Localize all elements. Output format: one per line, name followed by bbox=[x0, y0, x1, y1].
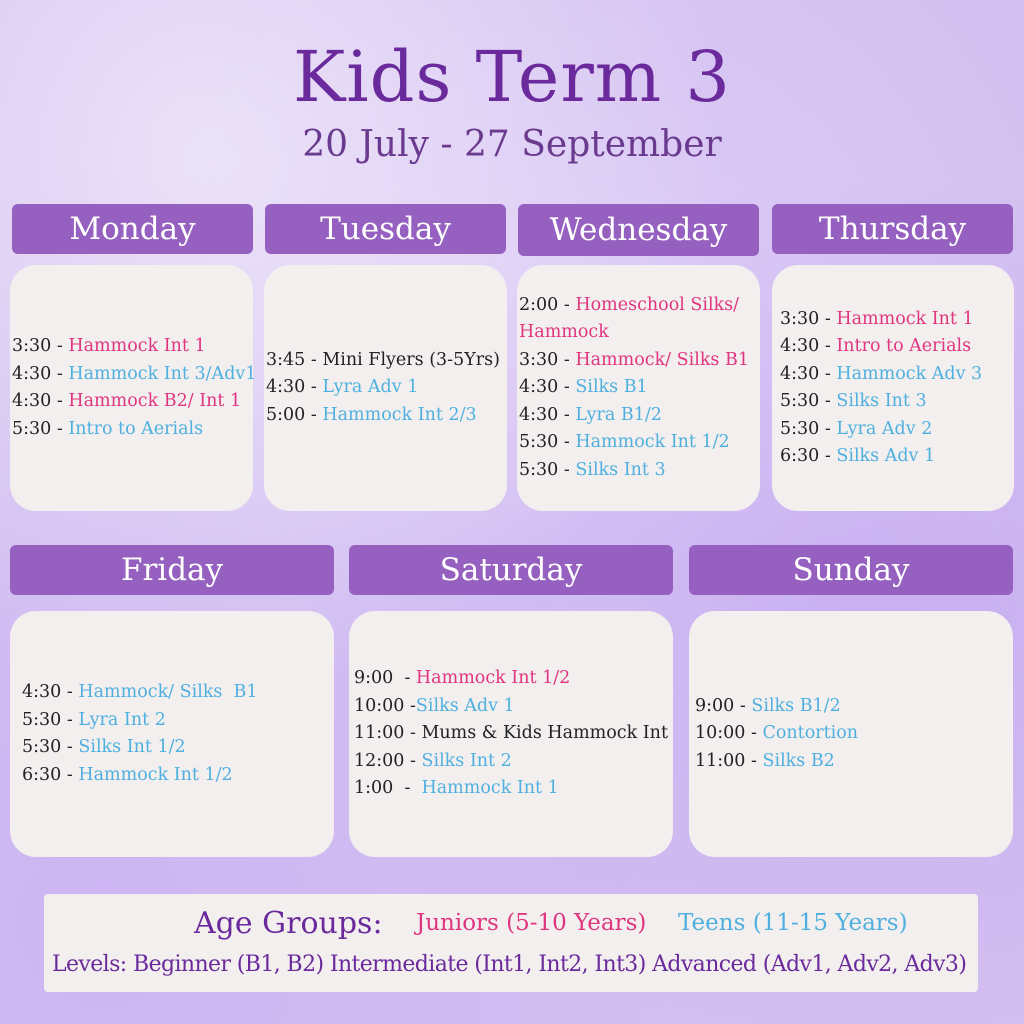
class-time: 1:00 bbox=[354, 778, 394, 799]
class-time: 11:00 bbox=[354, 723, 405, 744]
class-separator: - bbox=[404, 750, 422, 771]
term-dates: 20 July - 27 September bbox=[302, 124, 722, 165]
class-name: Hammock Int 1/2 bbox=[78, 764, 233, 785]
day-header-wednesday: Wednesday bbox=[518, 204, 759, 256]
class-row bbox=[695, 720, 1013, 748]
class-separator: - bbox=[819, 391, 837, 411]
class-separator: - bbox=[393, 778, 422, 799]
class-separator: - bbox=[61, 682, 79, 702]
class-row bbox=[12, 388, 253, 416]
day-card-wednesday bbox=[517, 265, 760, 511]
class-row bbox=[519, 457, 760, 485]
class-separator: - bbox=[305, 404, 323, 425]
day-header-sunday: Sunday bbox=[689, 545, 1013, 595]
class-row bbox=[695, 693, 1013, 721]
class-time: 11:00 bbox=[695, 750, 746, 771]
class-time: 5:30 bbox=[22, 737, 62, 757]
class-time: 10:00 bbox=[695, 723, 746, 744]
day-card-friday bbox=[10, 611, 334, 857]
class-time: 5:30 bbox=[780, 391, 820, 411]
day-header-thursday: Thursday bbox=[772, 204, 1013, 254]
page-title: Kids Term 3 bbox=[293, 36, 731, 118]
class-separator: - bbox=[558, 404, 576, 425]
class-row bbox=[519, 402, 760, 430]
class-separator: - bbox=[51, 336, 69, 356]
class-name: Lyra B1/2 bbox=[575, 404, 662, 425]
class-name: Silks Int 1/2 bbox=[78, 737, 186, 757]
class-row bbox=[519, 319, 760, 347]
class-separator: - bbox=[305, 349, 323, 370]
legend-box bbox=[44, 894, 978, 992]
class-separator: - bbox=[404, 695, 416, 716]
class-separator: - bbox=[51, 418, 69, 439]
class-time: 6:30 bbox=[780, 446, 820, 466]
class-name: Hammock Int 2/3 bbox=[322, 404, 477, 425]
class-name: Lyra Adv 1 bbox=[322, 377, 419, 398]
class-separator: - bbox=[393, 668, 416, 689]
class-time: 5:00 bbox=[266, 404, 306, 425]
day-card-monday bbox=[10, 265, 257, 511]
class-time: 6:30 bbox=[22, 764, 62, 785]
class-time: 4:30 bbox=[519, 404, 559, 425]
class-time: 5:30 bbox=[12, 418, 52, 439]
class-separator: - bbox=[558, 459, 576, 480]
class-time: 4:30 bbox=[519, 377, 559, 398]
class-name: Hammock B2/ Int 1 bbox=[68, 391, 242, 411]
class-name: Hammock/ Silks B1 bbox=[575, 349, 749, 370]
class-name: Hammock/ Silks B1 bbox=[78, 682, 258, 702]
class-row bbox=[780, 333, 1014, 361]
class-time: 5:30 bbox=[22, 709, 62, 730]
class-name: Homeschool Silks/ bbox=[575, 294, 740, 315]
day-header-friday: Friday bbox=[10, 545, 334, 595]
class-separator: - bbox=[734, 695, 752, 716]
class-name: Hammock bbox=[519, 322, 609, 343]
class-row bbox=[354, 665, 673, 693]
class-row bbox=[780, 443, 1014, 471]
class-separator: - bbox=[819, 336, 837, 356]
day-card-thursday bbox=[772, 265, 1014, 511]
class-separator: - bbox=[558, 349, 576, 370]
class-name: Silks Int 2 bbox=[421, 750, 512, 771]
class-name: Hammock Int 1 bbox=[68, 336, 206, 356]
class-name: Silks Adv 1 bbox=[415, 695, 515, 716]
class-row bbox=[780, 416, 1014, 444]
class-time: 10:00 bbox=[354, 695, 405, 716]
class-name: Contortion bbox=[762, 723, 859, 744]
day-header-saturday: Saturday bbox=[349, 545, 673, 595]
class-separator: - bbox=[61, 709, 79, 730]
class-name: Silks Int 3 bbox=[575, 459, 666, 480]
class-name: Hammock Int 1/2 bbox=[575, 432, 730, 453]
class-time: 9:00 bbox=[354, 668, 394, 689]
class-separator: - bbox=[61, 764, 79, 785]
day-header-tuesday: Tuesday bbox=[265, 204, 506, 254]
class-row bbox=[354, 720, 673, 748]
class-separator: - bbox=[305, 377, 323, 398]
class-time: 3:30 bbox=[519, 349, 559, 370]
class-separator: - bbox=[558, 377, 576, 398]
legend-title: Age Groups: bbox=[194, 906, 383, 941]
class-name: Silks B1 bbox=[575, 377, 648, 398]
class-separator: - bbox=[745, 750, 763, 771]
legend-teens: Teens (11-15 Years) bbox=[678, 910, 908, 936]
class-row bbox=[12, 361, 257, 389]
class-separator: - bbox=[819, 418, 837, 439]
class-time: 3:45 bbox=[266, 349, 306, 370]
day-header-monday: Monday bbox=[12, 204, 253, 254]
class-name: Silks B1/2 bbox=[751, 695, 841, 716]
class-row bbox=[354, 748, 673, 776]
class-time: 4:30 bbox=[12, 391, 52, 411]
day-card-tuesday bbox=[264, 265, 507, 511]
class-time: 3:30 bbox=[780, 308, 820, 329]
class-row bbox=[22, 762, 334, 790]
class-row bbox=[22, 679, 334, 707]
class-separator: - bbox=[558, 294, 576, 315]
class-row bbox=[354, 775, 673, 803]
class-name: Intro to Aerials bbox=[68, 418, 204, 439]
class-separator: - bbox=[51, 363, 69, 384]
class-time: 5:30 bbox=[519, 459, 559, 480]
class-separator: - bbox=[51, 391, 69, 411]
class-name: Silks Int 3 bbox=[836, 391, 927, 411]
class-time: 4:30 bbox=[12, 363, 52, 384]
class-time: 12:00 bbox=[354, 750, 405, 771]
class-name: Intro to Aerials bbox=[836, 336, 972, 356]
class-name: Lyra Adv 2 bbox=[836, 418, 933, 439]
class-time: 2:00 bbox=[519, 294, 559, 315]
class-separator: - bbox=[61, 737, 79, 757]
day-card-saturday bbox=[349, 611, 673, 857]
class-row bbox=[266, 374, 507, 402]
class-separator: - bbox=[404, 723, 422, 744]
class-time: 4:30 bbox=[22, 682, 62, 702]
class-time: 5:30 bbox=[519, 432, 559, 453]
class-separator: - bbox=[558, 432, 576, 453]
class-row bbox=[12, 333, 253, 361]
class-time: 9:00 bbox=[695, 695, 735, 716]
class-name: Silks Adv 1 bbox=[836, 446, 936, 466]
class-row bbox=[780, 388, 1014, 416]
class-row bbox=[12, 416, 253, 444]
class-name: Lyra Int 2 bbox=[78, 709, 166, 730]
day-card-sunday bbox=[689, 611, 1013, 857]
class-row bbox=[519, 292, 760, 320]
class-row bbox=[780, 306, 1014, 334]
legend-levels: Levels: Beginner (B1, B2) Intermediate (Int1, Int2, Int3) Advanced (Adv1, Adv2, Adv3) bbox=[52, 952, 967, 977]
class-row bbox=[519, 429, 760, 457]
class-name: Hammock Int 1 bbox=[421, 778, 559, 799]
class-row bbox=[519, 374, 760, 402]
class-time: 5:30 bbox=[780, 418, 820, 439]
class-row bbox=[266, 347, 507, 375]
class-name: Mini Flyers (3-5Yrs) bbox=[322, 349, 500, 370]
class-time: 4:30 bbox=[780, 336, 820, 356]
class-name: Silks B2 bbox=[762, 750, 835, 771]
class-name: Hammock Int 1/2 bbox=[415, 668, 571, 689]
class-row bbox=[519, 347, 760, 375]
class-name: Hammock Adv 3 bbox=[836, 363, 983, 384]
legend-juniors: Juniors (5-10 Years) bbox=[416, 910, 647, 936]
class-time: 4:30 bbox=[266, 377, 306, 398]
class-separator: - bbox=[819, 308, 837, 329]
class-name: Mums & Kids Hammock Int bbox=[421, 723, 668, 744]
class-separator: - bbox=[819, 363, 837, 384]
class-row bbox=[266, 402, 507, 430]
class-row bbox=[780, 361, 1014, 389]
class-separator: - bbox=[745, 723, 763, 744]
class-name: Hammock Int 1 bbox=[836, 308, 974, 329]
class-time: 3:30 bbox=[12, 336, 52, 356]
class-separator: - bbox=[819, 446, 837, 466]
class-row bbox=[354, 693, 673, 721]
class-name: Hammock Int 3/Adv1 bbox=[68, 363, 257, 384]
class-row bbox=[22, 707, 334, 735]
class-row bbox=[22, 734, 334, 762]
class-row bbox=[695, 748, 1013, 776]
class-time: 4:30 bbox=[780, 363, 820, 384]
